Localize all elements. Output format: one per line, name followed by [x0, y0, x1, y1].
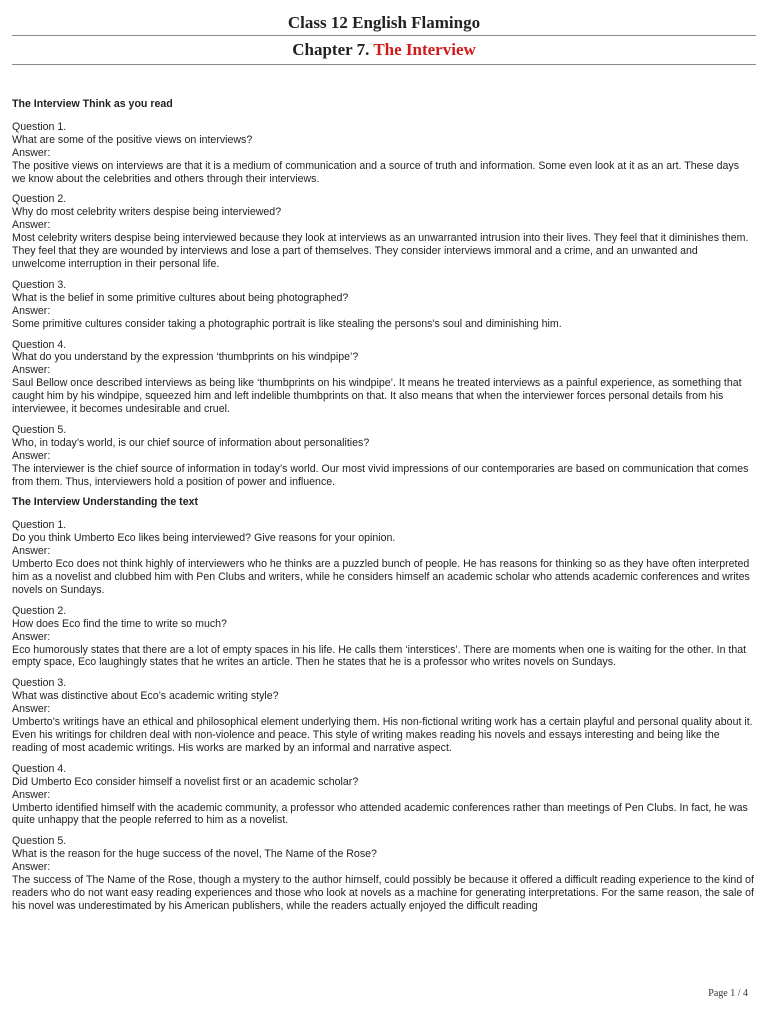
- question-label: Question 4.: [12, 762, 67, 775]
- answer-label: Answer:: [12, 364, 51, 377]
- answer-label: Answer:: [12, 630, 51, 643]
- answer-text: Umberto Eco does not think highly of interviewers who he thinks are a puzzled bunch of people. He has reasons for thinking so as they have often interpreted him as a novelist and clubbed him with Pen Clubs and writers, while he considers himself an academic scholar who attends academic conferences and writes novels on Sundays.: [12, 558, 750, 596]
- qa-item: [12, 519, 754, 596]
- qa-item: [12, 763, 754, 828]
- section-understanding-the-text: [12, 496, 754, 912]
- qa-item: [12, 605, 754, 670]
- section-think-as-you-read: [12, 98, 754, 488]
- question-text: What are some of the positive views on interviews?: [12, 133, 253, 146]
- section-heading: The Interview Think as you read: [12, 98, 173, 110]
- qa-item: [12, 424, 754, 489]
- answer-label: Answer:: [12, 861, 51, 874]
- question-text: How does Eco find the time to write so much?: [12, 617, 227, 630]
- answer-text: Umberto identified himself with the academic community, a professor who attended academic conferences rather than meetings of Pen Clubs. In fact, he was quite unhappy that the people referred to him as a novelist.: [12, 801, 748, 827]
- answer-text: The positive views on interviews are that it is a medium of communication and a source of truth and information. Some even look at it as an art. These days we know about the celebrities and others through their interviews.: [12, 159, 740, 185]
- qa-item: [12, 339, 754, 416]
- section-heading: The Interview Understanding the text: [12, 496, 199, 509]
- question-text: Who, in today’s world, is our chief source of information about personalities?: [12, 436, 370, 449]
- question-label: Question 5.: [12, 423, 67, 436]
- qa-item: [12, 279, 754, 331]
- question-label: Question 2.: [12, 604, 67, 617]
- question-text: Why do most celebrity writers despise being interviewed?: [12, 206, 282, 219]
- answer-text: Eco humorously states that there are a lot of empty spaces in his life. He calls them ‘interstices’. There are moments when one is waiting for the other. In that empty space, Eco laughingly states that he writes an article. Then he states that he is a professor who writes novels on Sundays.: [12, 643, 747, 669]
- answer-text: Most celebrity writers despise being interviewed because they look at interviews as an unwarranted intrusion into their lives. They feel that it diminishes them. They feel that they are wounded by interviews and lose a part of themselves. They consider interviews immoral and a crime, and an unwanted and unwelcome interruption in their personal life.: [12, 232, 749, 270]
- chapter-prefix: Chapter 7.: [292, 40, 370, 59]
- answer-label: Answer:: [12, 146, 51, 159]
- question-text: Did Umberto Eco consider himself a novelist first or an academic scholar?: [12, 775, 359, 788]
- chapter-name: The Interview: [373, 40, 476, 59]
- question-label: Question 3.: [12, 278, 67, 291]
- page-header: [12, 0, 756, 65]
- answer-text: Umberto’s writings have an ethical and philosophical element underlying them. His non-fictional writing work has a certain playful and personal quality about it. Even his writings for children deal with non-violence and peace. This style of writing makes reading his novels and essays interesting and being like the reading of most academic writings. His works are marked by an informal and narrative aspect.: [12, 716, 753, 754]
- answer-label: Answer:: [12, 788, 51, 801]
- answer-text: Saul Bellow once described interviews as being like ‘thumbprints on his windpipe’. It means he treated interviews as a painful experience, as something that caught him by his windpipe, squeezed him and left indelible thumbprints on that. It also means that when the interviewer forces personal details from his interviewee, it becomes undesirable and cruel.: [12, 377, 742, 416]
- answer-text: The success of The Name of the Rose, though a mystery to the author himself, could possibly be because it offered a difficult reading experience to the kind of readers who do not want easy reading experiences and those who look at novels as a machine for generating interpretations. For the same reason, the sale of his novel was underestimated by his American publishers, while the readers actually enjoyed the difficult reading: [12, 874, 755, 912]
- document-body: [12, 98, 754, 921]
- answer-label: Answer:: [12, 219, 51, 232]
- qa-item: [12, 193, 754, 270]
- question-text: Do you think Umberto Eco likes being interviewed? Give reasons for your opinion.: [12, 532, 396, 545]
- chapter-title: [12, 36, 756, 64]
- question-label: Question 1.: [12, 519, 67, 532]
- answer-label: Answer:: [12, 545, 51, 558]
- qa-item: [12, 677, 754, 754]
- question-label: Question 4.: [12, 338, 67, 351]
- question-label: Question 5.: [12, 835, 67, 848]
- question-label: Question 3.: [12, 677, 67, 690]
- answer-label: Answer:: [12, 703, 51, 716]
- page-number: Page 1 / 4: [708, 988, 748, 999]
- answer-text: Some primitive cultures consider taking a photographic portrait is like stealing the persons's soul and diminishing him.: [12, 317, 562, 330]
- question-text: What is the reason for the huge success of the novel, The Name of the Rose?: [12, 848, 377, 861]
- answer-label: Answer:: [12, 449, 51, 462]
- answer-label: Answer:: [12, 304, 51, 317]
- qa-item: [12, 121, 754, 186]
- question-text: What is the belief in some primitive cultures about being photographed?: [12, 291, 349, 304]
- question-label: Question 2.: [12, 193, 67, 206]
- header-divider-bottom: [12, 64, 756, 65]
- question-text: What do you understand by the expression ‘thumbprints on his windpipe’?: [12, 351, 359, 364]
- question-label: Question 1.: [12, 120, 67, 133]
- document-title: Class 12 English Flamingo: [287, 13, 481, 32]
- qa-item: [12, 835, 754, 912]
- answer-text: The interviewer is the chief source of information in today’s world. Our most vivid impressions of our contemporaries are based on communication that comes from them. Thus, interviewers hold a position of power and influence.: [12, 462, 749, 488]
- question-text: What was distinctive about Eco’s academic writing style?: [12, 690, 279, 703]
